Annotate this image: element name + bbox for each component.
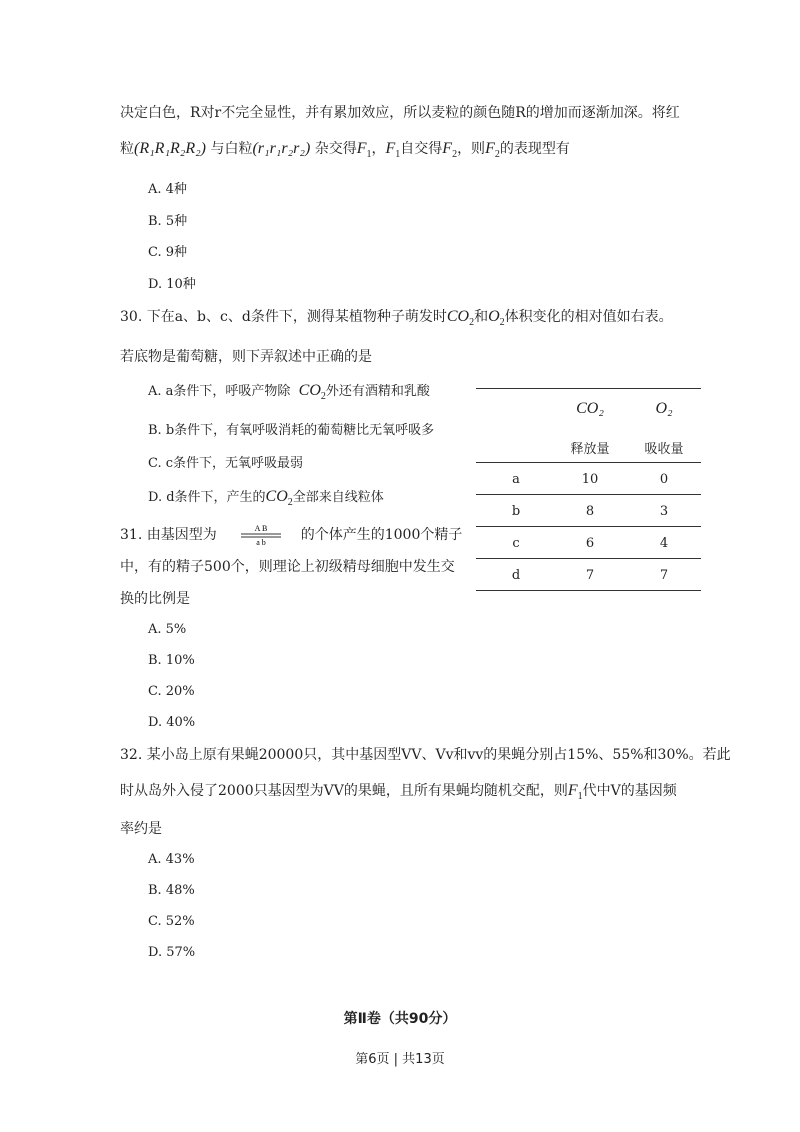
table-row-rule xyxy=(476,526,701,527)
white-genotype: (r₁r₁r₂r₂) xyxy=(252,140,311,157)
table-head-co2: CO₂ xyxy=(576,400,604,417)
table-subhead-uptake: 吸收量 xyxy=(644,442,684,457)
table-cell: 4 xyxy=(659,536,669,551)
red-genotype: (R₁R₁R₂R₂) xyxy=(134,140,206,157)
q30-option-b[interactable]: B. b条件下，有氧呼吸消耗的葡萄糖比无氧呼吸多 xyxy=(148,423,435,438)
q29-line2: 粒(R₁R₁R₂R₂) 与白粒(r₁r₁r₂r₂) 杂交得$F_1$，$F_1$自交得$F_2$，则$F_2$的表现型有 xyxy=(120,140,570,161)
table-row-label: d xyxy=(511,568,521,583)
table-cell: 0 xyxy=(659,472,669,487)
q29-option-d[interactable]: D. 10种 xyxy=(148,277,196,292)
genotype-bottom-alleles: a b xyxy=(255,538,266,546)
q31-option-c[interactable]: C. 20% xyxy=(148,684,195,699)
q31-option-b[interactable]: B. 10% xyxy=(148,653,195,668)
table-top-rule xyxy=(476,388,701,389)
table-cell: 10 xyxy=(581,472,599,487)
page-number: 第6页 | 共13页 xyxy=(355,1052,445,1067)
q32-line2: 时从岛外入侵了2000只基因型为VV的果蝇，且所有果蝇均随机交配，则$F_1$代中V的基因频 xyxy=(120,782,677,803)
q31-line1: 31. 由基因型为 A B a b 的个体产生的1000个精子 xyxy=(120,524,463,546)
table-cell: 7 xyxy=(659,568,669,583)
q32-line1: 32. 某小岛上原有果蝇20000只，其中基因型VV、Vv和vv的果蝇分别占15%、55%和30%。若此 xyxy=(120,747,731,763)
table-cell: 6 xyxy=(585,536,595,551)
q29-line1: 决定白色，R对r不完全显性，并有累加效应，所以麦粒的颜色随R的增加而逐渐加深。将红 xyxy=(120,105,680,121)
table-row-rule xyxy=(476,494,701,495)
table-cell: 3 xyxy=(659,504,669,519)
q32-line3: 率约是 xyxy=(120,821,162,837)
q31-line3: 换的比例是 xyxy=(120,591,190,607)
table-head-o2: O₂ xyxy=(655,400,673,417)
q29-option-a[interactable]: A. 4种 xyxy=(148,182,187,197)
table-row-label: c xyxy=(512,536,520,551)
q30-option-a[interactable]: A. a条件下，呼吸产物除 $CO_2$外还有酒精和乳酸 xyxy=(148,382,430,403)
q31-line2: 中，有的精子500个，则理论上初级精母细胞中发生交 xyxy=(120,559,455,575)
genotype-diagram-icon xyxy=(239,524,283,546)
table-bottom-rule xyxy=(476,590,701,591)
q30-option-c[interactable]: C. c条件下，无氧呼吸最弱 xyxy=(148,456,304,471)
section-title: 第Ⅱ卷（共90分） xyxy=(343,1011,457,1027)
q32-option-c[interactable]: C. 52% xyxy=(148,914,195,929)
q30-line2: 若底物是葡萄糖，则下弄叙述中正确的是 xyxy=(120,349,372,365)
q29-option-c[interactable]: C. 9种 xyxy=(148,245,188,260)
q31-option-d[interactable]: D. 40% xyxy=(148,715,196,730)
q29-option-b[interactable]: B. 5种 xyxy=(148,214,188,229)
table-row-rule xyxy=(476,558,701,559)
q32-option-d[interactable]: D. 57% xyxy=(148,945,196,960)
q32-option-a[interactable]: A. 43% xyxy=(148,852,195,867)
table-head-rule xyxy=(476,462,701,463)
table-row-label: b xyxy=(511,504,521,519)
table-cell: 8 xyxy=(585,504,595,519)
q30-option-d[interactable]: D. d条件下，产生的$CO_2$全部来自线粒体 xyxy=(148,488,384,509)
q30-line1: 30. 下在a、b、c、d条件下，测得某植物种子萌发时$CO_2$和$O_2$体积变化的相对值如右表。 xyxy=(120,308,673,329)
q31-option-a[interactable]: A. 5% xyxy=(148,622,187,637)
table-subhead-release: 释放量 xyxy=(570,442,610,457)
genotype-top-alleles: A B xyxy=(254,524,268,533)
q32-option-b[interactable]: B. 48% xyxy=(148,883,195,898)
table-row-label: a xyxy=(512,472,520,487)
table-cell: 7 xyxy=(585,568,595,583)
